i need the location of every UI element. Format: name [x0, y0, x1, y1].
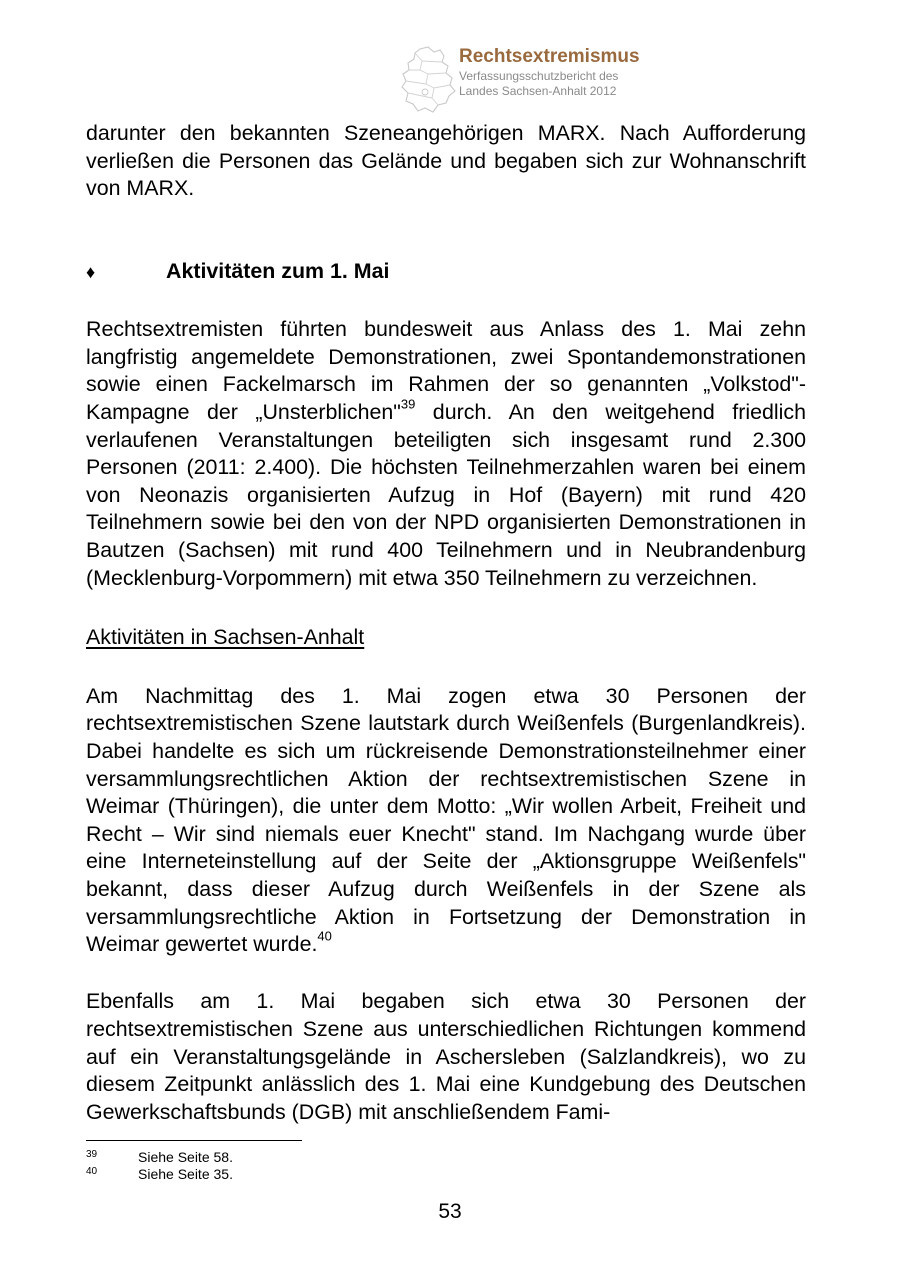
section-bullet: ♦	[86, 261, 96, 282]
paragraph-weissenfels-text: Am Nachmittag des 1. Mai zogen etwa 30 Personen der rechtsextremistischen Szene lautstark durch Weißenfels (Burgenlandkreis). Dabei handelte es sich um rückreisende Demonstrationsteilnehmer einer versammlungsrechtlichen Aktion der rechtsextremistischen Szene in Weimar (Thüringen), die unter dem Motto: „Wir wollen Arbeit, Freiheit und Recht – Wir sind niemals euer Knecht" stand. Im Nachgang wurde über eine Interneteinstellung auf der Seite der „Aktionsgruppe Weißenfels" bekannt, dass dieser Aufzug durch Weißenfels in der Szene als versammlungsrechtliche Aktion in Fortsetzung der Demonstration in Weimar gewertet wurde.	[86, 683, 806, 957]
footnote-separator	[86, 1140, 302, 1141]
footnote-number: 39	[86, 1149, 98, 1160]
footnote-text: Siehe Seite 35.	[138, 1166, 233, 1182]
paragraph-intro: darunter den bekannten Szeneangehörigen MARX. Nach Aufforderung verließen die Personen das Gelände und begaben sich zur Wohnanschrift von MARX.	[86, 121, 806, 201]
page-body	[86, 120, 806, 1126]
section-heading	[86, 258, 806, 287]
footnote-item	[86, 1166, 486, 1183]
header-title: Rechtsextremismus	[459, 46, 640, 67]
footnote-item	[86, 1149, 486, 1166]
footnote-ref-39: 39	[400, 396, 416, 412]
footnotes	[86, 1149, 486, 1183]
page-number: 53	[438, 1200, 462, 1223]
header-subtitle-line1: Verfassungsschutzbericht des	[459, 69, 619, 83]
paragraph-may-text-b: durch. An den weitgehend friedlich verlaufenen Veranstaltungen beteiligten sich insgesamt rund 2.300 Personen (2011: 2.400). Die höchsten Teilnehmerzahlen waren bei einem von Neonazis organisierten Aufzug in Hof (Bayern) mit rund 420 Teilnehmern sowie bei den von der NPD organisierten Demonstrationen in Bautzen (Sachsen) mit rund 400 Teilnehmern und in Neubrandenburg (Mecklenburg-Vorpommern) mit etwa 350 Teilnehmern zu verzeichnen.	[86, 399, 806, 590]
sachsen-anhalt-map-icon	[398, 46, 458, 114]
paragraph-may-text-a: Rechtsextremisten führten bundesweit aus Anlass des 1. Mai zehn langfristig angemeldete Demonstrationen, zwei Spontandemonstrationen sowie einen Fackelmarsch im Rahmen der so genannten „Volkstod"-Kampagne der „Unsterblichen"	[86, 317, 806, 424]
subheading-sachsen-anhalt: Aktivitäten in Sachsen-Anhalt	[86, 624, 365, 649]
page-header	[398, 44, 698, 116]
footnote-number: 40	[86, 1166, 98, 1177]
footnote-ref-40: 40	[317, 928, 332, 944]
paragraph-may-activities	[86, 316, 806, 592]
paragraph-weissenfels	[86, 683, 806, 959]
paragraph-aschersleben: Ebenfalls am 1. Mai begaben sich etwa 30 Personen der rechtsextremistischen Szene aus unterschiedlichen Richtungen kommend auf ein Veranstaltungsgelände in Aschersleben (Salzlandkreis), wo zu diesem Zeitpunkt anlässlich des 1. Mai eine Kundgebung des Deutschen Gewerkschaftsbunds (DGB) mit anschließendem Fami-	[86, 989, 806, 1124]
footnote-text: Siehe Seite 58.	[138, 1149, 233, 1165]
header-subtitle-line2: Landes Sachsen-Anhalt 2012	[459, 84, 617, 98]
section-heading-text: Aktivitäten zum 1. Mai	[166, 258, 390, 283]
